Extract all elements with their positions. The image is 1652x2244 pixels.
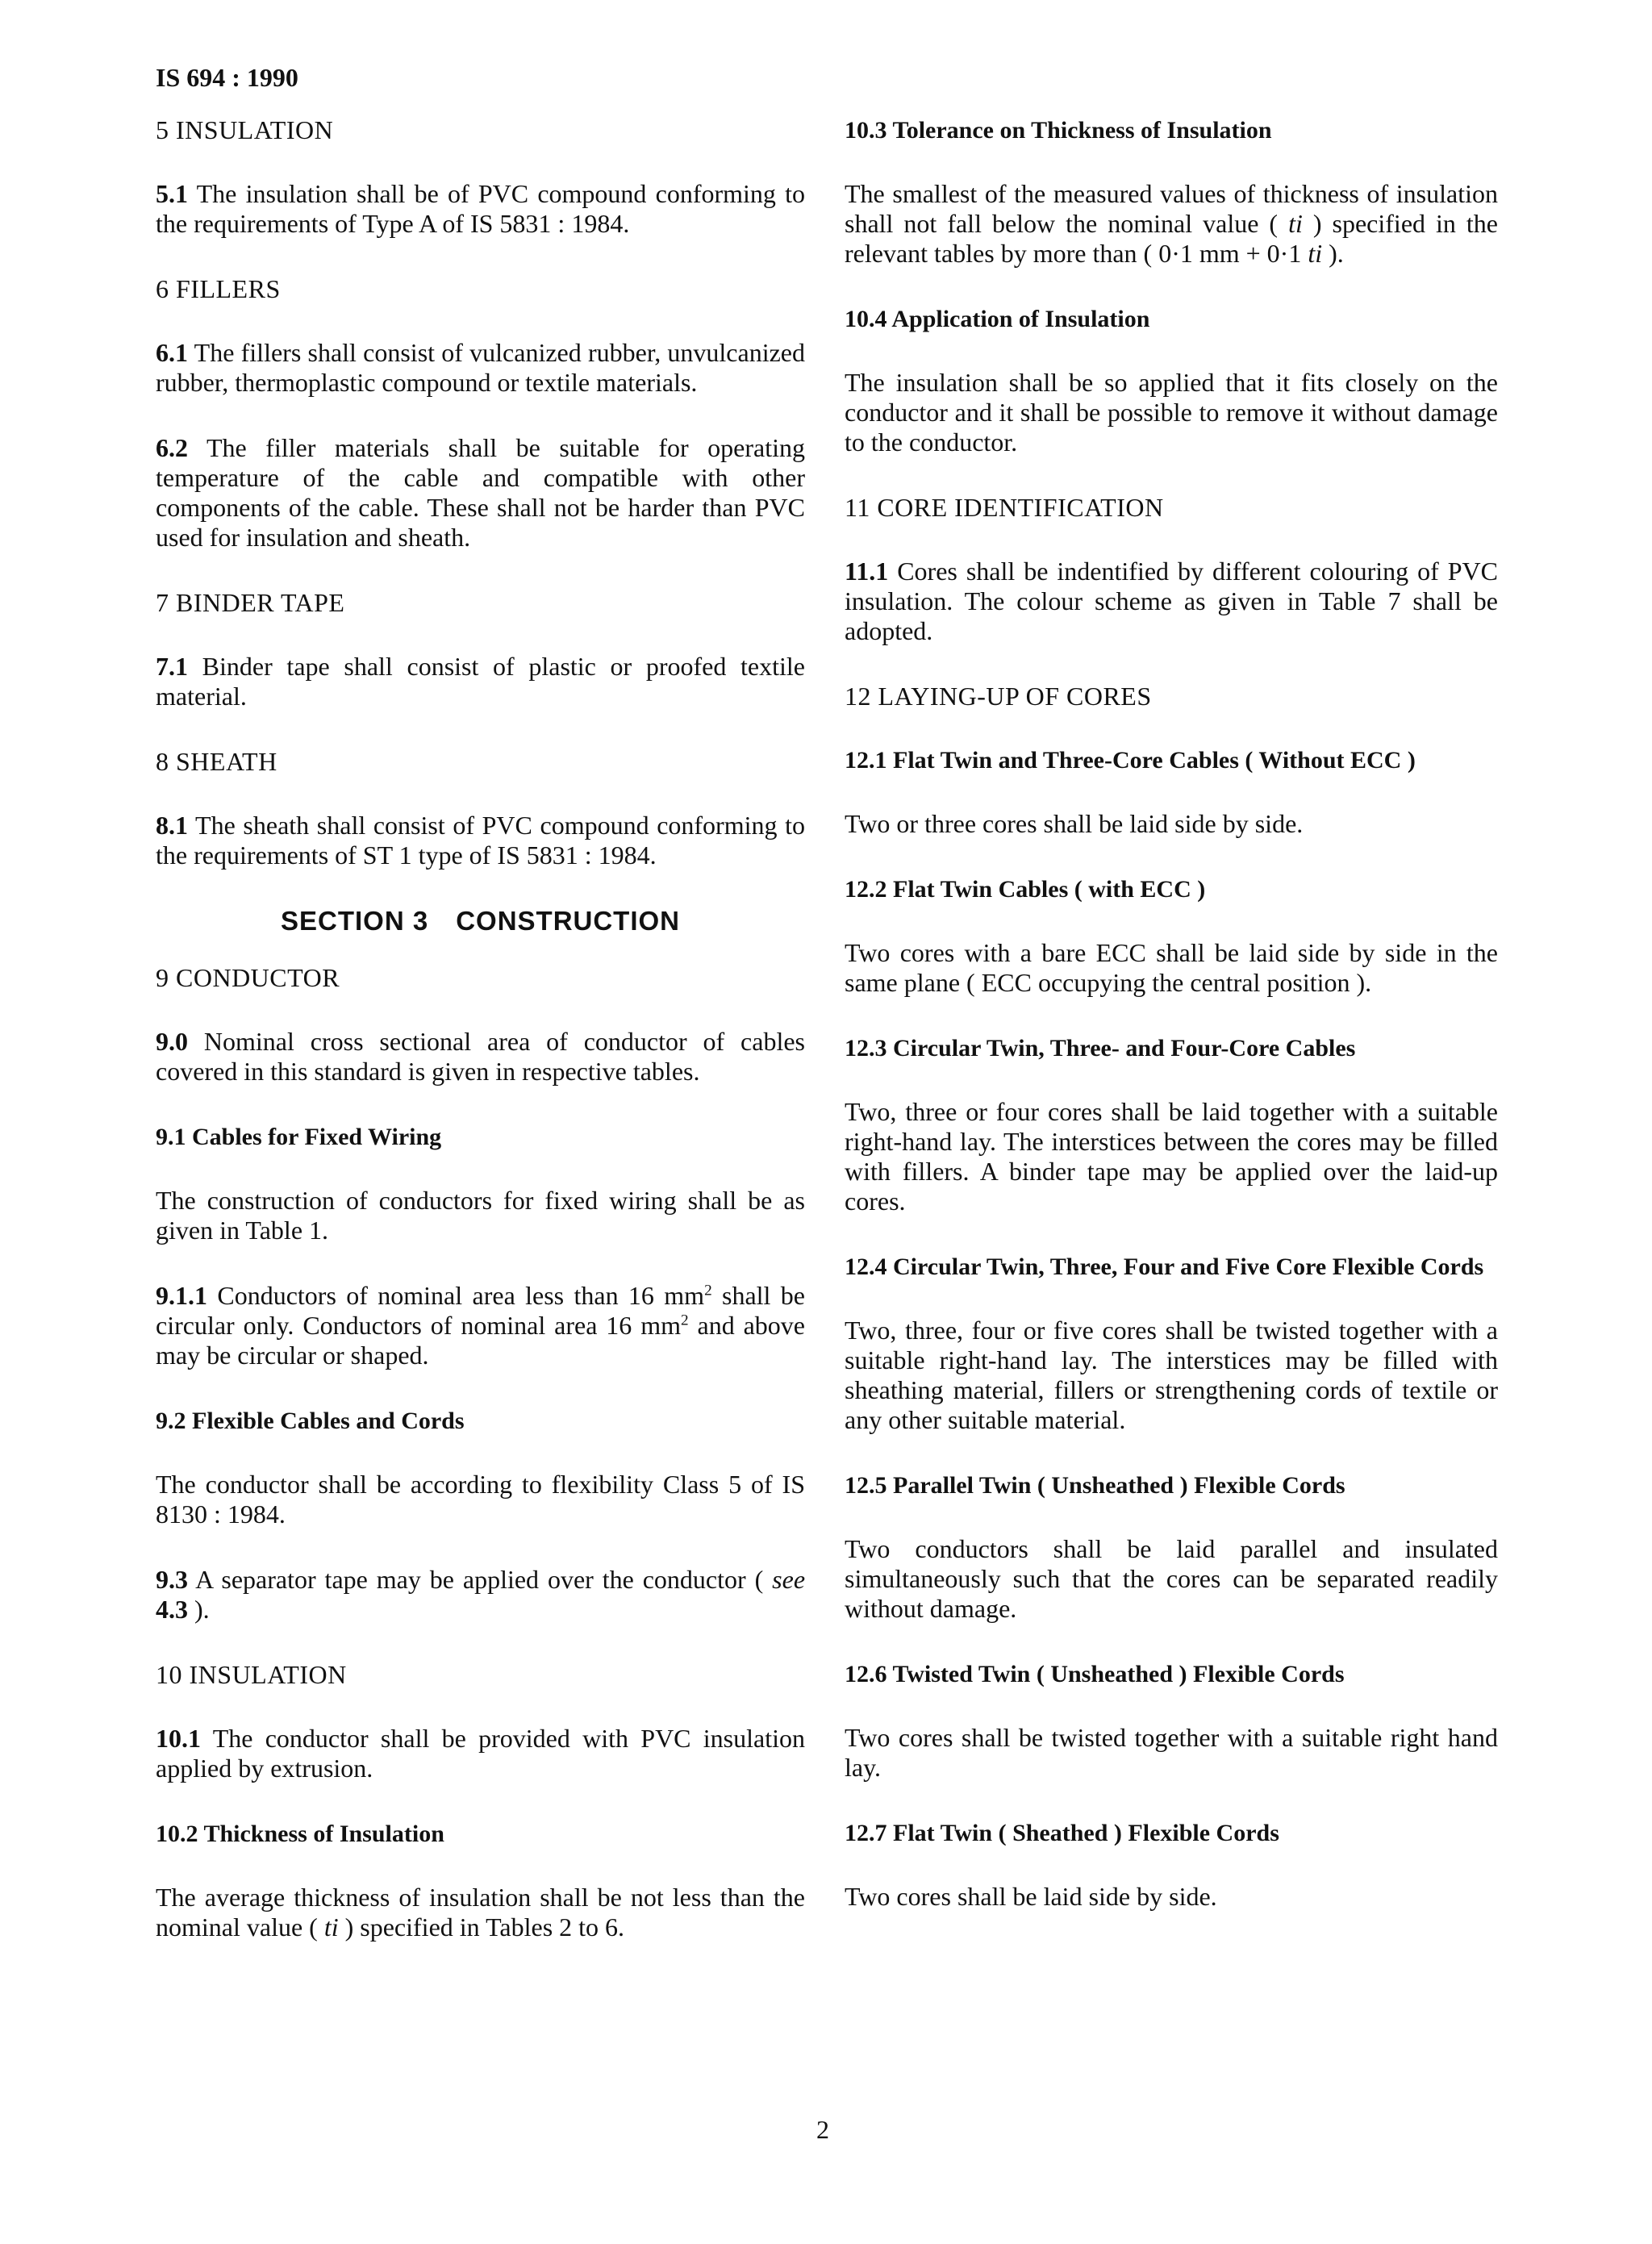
clause-text-part: A separator tape may be applied over the conductor ( xyxy=(195,1565,773,1594)
heading-10-2: 10.2 Thickness of Insulation xyxy=(156,1821,444,1847)
clause-text: The filler materials shall be suitable for operating temperature of the cable and compatible with other components of the cable. These shall not be harder than PVC used for insulation and sheath. xyxy=(156,433,806,552)
clause-number: 9.1.1 xyxy=(156,1281,207,1310)
symbol-ti: ti xyxy=(1308,239,1323,268)
clause-10-2-text xyxy=(156,1883,805,1942)
clause-7-1 xyxy=(156,652,805,711)
superscript: 2 xyxy=(680,1312,689,1329)
clause-text-part: Conductors of nominal area less than 16 mm xyxy=(217,1281,705,1310)
clause-text: The sheath shall consist of PVC compound conforming to the requirements of ST 1 type of IS 5831 : 1984. xyxy=(156,811,806,870)
clause-text-part: and above may be circular or shaped. xyxy=(156,1311,805,1370)
clause-10-4-text: The insulation shall be so applied that it fits closely on the conductor and it shall be possible to remove it without damage to the conductor. xyxy=(845,368,1498,457)
heading-12-7: 12.7 Flat Twin ( Sheathed ) Flexible Cords xyxy=(845,1820,1279,1846)
heading-10-4: 10.4 Application of Insulation xyxy=(845,306,1150,332)
see-reference: see xyxy=(772,1565,806,1594)
clause-text: Nominal cross sectional area of conductor of cables covered in this standard is given in respective tables. xyxy=(156,1027,806,1086)
heading-12-laying-up: 12 LAYING-UP OF CORES xyxy=(845,682,1152,711)
heading-11-core-identification: 11 CORE IDENTIFICATION xyxy=(845,493,1164,522)
clause-text-part: ). xyxy=(1322,239,1344,268)
clause-8-1 xyxy=(156,811,805,870)
clause-10-3-text xyxy=(845,179,1498,269)
clause-text: The fillers shall consist of vulcanized rubber, unvulcanized rubber, thermoplastic compound or textile materials. xyxy=(156,338,806,397)
clause-9-0 xyxy=(156,1027,805,1087)
clause-5-1 xyxy=(156,179,805,239)
clause-text: The conductor shall be provided with PVC insulation applied by extrusion. xyxy=(156,1724,805,1783)
clause-text-part: ) specified in Tables 2 to 6. xyxy=(338,1912,625,1942)
symbol-ti: ti xyxy=(323,1912,339,1942)
superscript: 2 xyxy=(704,1282,712,1299)
clause-number: 6.2 xyxy=(156,433,188,462)
clause-9-2-text: The conductor shall be according to flexibility Class 5 of IS 8130 : 1984. xyxy=(156,1470,805,1529)
heading-12-3: 12.3 Circular Twin, Three- and Four-Core Cables xyxy=(845,1035,1356,1062)
clause-text-part: The average thickness of insulation shall be not less than the nominal value ( xyxy=(156,1883,805,1942)
clause-text: Binder tape shall consist of plastic or proofed textile material. xyxy=(156,652,806,711)
left-column xyxy=(156,115,805,1978)
heading-12-4: 12.4 Circular Twin, Three, Four and Five Core Flexible Cords xyxy=(845,1253,1484,1280)
heading-6-fillers: 6 FILLERS xyxy=(156,274,281,303)
clause-number: 10.1 xyxy=(156,1724,201,1753)
clause-12-4-text: Two, three, four or five cores shall be twisted together with a suitable right-hand lay. The interstices may be filled with sheathing material, fillers or strengthening cords of textile or any other suitable material. xyxy=(845,1316,1498,1434)
clause-number: 6.1 xyxy=(156,338,188,367)
heading-12-2: 12.2 Flat Twin Cables ( with ECC ) xyxy=(845,876,1206,903)
clause-text-part: shall be circular only. Conductors of nominal area 16 mm xyxy=(156,1281,806,1340)
clause-number: 5.1 xyxy=(156,179,188,208)
clause-12-5-text: Two conductors shall be laid parallel and insulated simultaneously such that the cores can be separated readily without damage. xyxy=(845,1534,1498,1623)
heading-7-binder-tape: 7 BINDER TAPE xyxy=(156,588,345,617)
clause-12-7-text: Two cores shall be laid side by side. xyxy=(845,1882,1217,1911)
heading-9-conductor: 9 CONDUCTOR xyxy=(156,963,340,992)
clause-12-6-text: Two cores shall be twisted together with a suitable right hand lay. xyxy=(845,1723,1498,1782)
clause-text-part: ) specified in the relevant tables by more than ( 0·1 mm + 0·1 xyxy=(845,209,1499,268)
symbol-ti: ti xyxy=(1288,209,1303,238)
heading-9-2: 9.2 Flexible Cables and Cords xyxy=(156,1408,465,1434)
section-label: SECTION 3 xyxy=(280,906,429,936)
heading-9-1: 9.1 Cables for Fixed Wiring xyxy=(156,1124,442,1150)
heading-8-sheath: 8 SHEATH xyxy=(156,747,277,776)
clause-text-part: ). xyxy=(188,1595,210,1624)
clause-12-1-text: Two or three cores shall be laid side by side. xyxy=(845,809,1304,838)
clause-number: 7.1 xyxy=(156,652,188,681)
heading-12-6: 12.6 Twisted Twin ( Unsheathed ) Flexible Cords xyxy=(845,1661,1345,1687)
clause-number: 9.3 xyxy=(156,1565,188,1594)
clause-text: The insulation shall be of PVC compound conforming to the requirements of Type A of IS 5831 : 1984. xyxy=(156,179,806,238)
clause-number: 11.1 xyxy=(845,557,889,586)
page-number: 2 xyxy=(816,2115,829,2144)
clause-9-3 xyxy=(156,1565,805,1625)
right-column xyxy=(845,115,1498,1947)
heading-12-5: 12.5 Parallel Twin ( Unsheathed ) Flexible Cords xyxy=(845,1472,1345,1499)
clause-12-2-text: Two cores with a bare ECC shall be laid side by side in the same plane ( ECC occupying the central position ). xyxy=(845,938,1498,997)
heading-10-3: 10.3 Tolerance on Thickness of Insulation xyxy=(845,117,1272,144)
clause-text-part: The smallest of the measured values of thickness of insulation shall not fall below the nominal value ( xyxy=(845,179,1498,238)
heading-12-1: 12.1 Flat Twin and Three-Core Cables ( Without ECC ) xyxy=(845,747,1416,774)
document-id: IS 694 : 1990 xyxy=(156,63,298,92)
heading-10-insulation: 10 INSULATION xyxy=(156,1660,347,1689)
clause-6-1 xyxy=(156,338,805,398)
clause-number: 8.1 xyxy=(156,811,188,840)
section-3-heading xyxy=(156,906,805,936)
clause-12-3-text: Two, three or four cores shall be laid together with a suitable right-hand lay. The interstices between the cores may be filled with fillers. A binder tape may be applied over the laid-up cores. xyxy=(845,1097,1498,1216)
clause-reference: 4.3 xyxy=(156,1595,188,1624)
clause-number: 9.0 xyxy=(156,1027,188,1056)
clause-9-1-1 xyxy=(156,1281,805,1370)
clause-6-2 xyxy=(156,433,805,553)
clause-9-1-text: The construction of conductors for fixed wiring shall be as given in Table 1. xyxy=(156,1186,805,1245)
clause-10-1 xyxy=(156,1724,805,1783)
section-name: CONSTRUCTION xyxy=(456,906,681,936)
clause-11-1 xyxy=(845,557,1498,646)
heading-5-insulation: 5 INSULATION xyxy=(156,115,334,144)
clause-text: Cores shall be indentified by different colouring of PVC insulation. The colour scheme as given in Table 7 shall be adopted. xyxy=(845,557,1498,645)
